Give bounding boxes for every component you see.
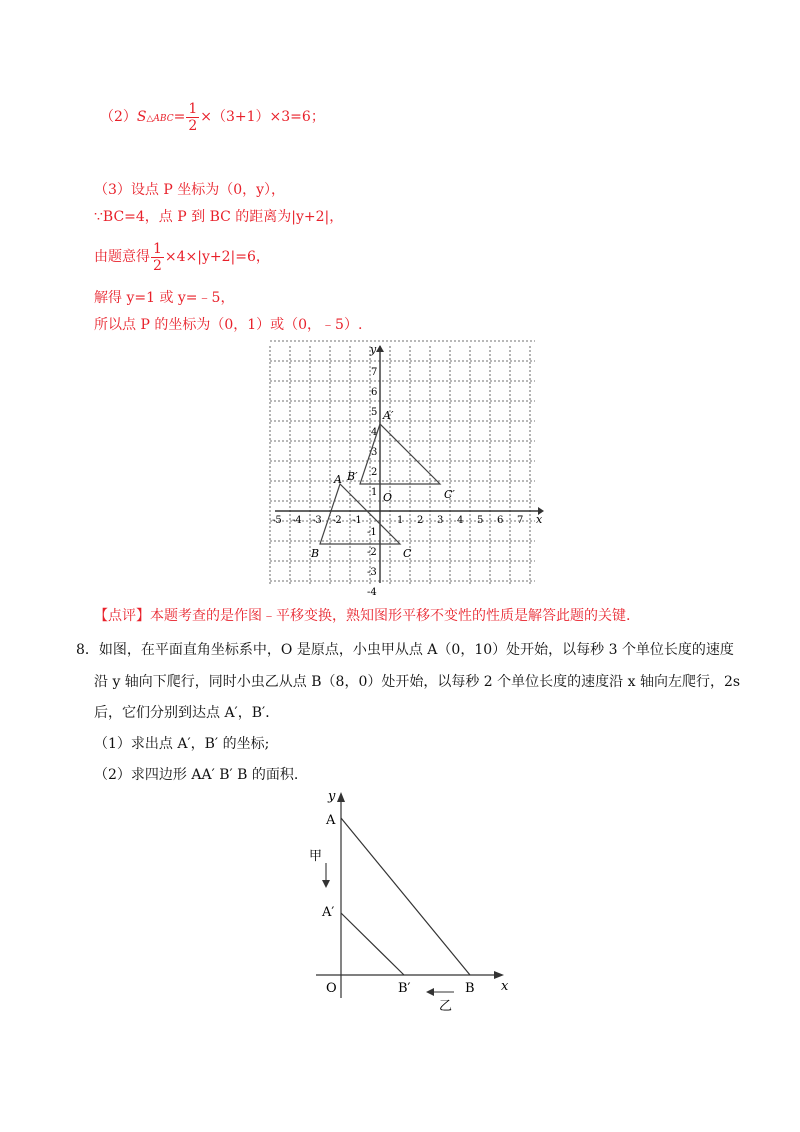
y-tick-label: -3 — [367, 567, 377, 578]
problem8-question1: （1）求出点 A′，B′ 的坐标; — [94, 736, 270, 752]
y-tick-label: -1 — [367, 527, 377, 538]
area-symbol: S — [136, 109, 147, 125]
part2-rest: ×（3+1）×3=6； — [200, 109, 325, 125]
label-x: x — [501, 979, 509, 994]
label-c-prime: C′ — [444, 488, 455, 501]
solution-part3-line4: 解得 y=1 或 y=﹣5， — [94, 290, 235, 306]
y-tick-label: 5 — [371, 407, 378, 418]
area-subscript: △ABC — [146, 114, 174, 124]
solution-part3-line1: （3）设点 P 坐标为（0，y）， — [94, 182, 286, 198]
label-b-prime: B′ — [347, 470, 358, 483]
solution-part2 — [100, 100, 325, 136]
fraction-half — [186, 101, 199, 134]
fraction-denominator: 2 — [153, 257, 162, 274]
left-arrow-head — [426, 988, 434, 996]
x-tick-label: 3 — [437, 515, 444, 526]
x-tick-label: -1 — [352, 515, 362, 526]
fraction-numerator: 1 — [188, 100, 198, 117]
solution-part3-line3 — [94, 240, 270, 274]
problem8-line3: 后，它们分别到达点 A′，B′． — [94, 705, 280, 721]
solution-part3-line5: 所以点 P 的坐标为（0，1）或（0，﹣5）. — [94, 317, 363, 333]
label-b: B — [311, 547, 320, 560]
label-a: A — [334, 473, 342, 486]
label-origin: O — [383, 491, 393, 504]
label-b: B — [465, 981, 475, 996]
y-tick-label: -4 — [367, 587, 377, 598]
comment: 【点评】本题考查的是作图﹣平移变换，熟知图形平移不变性的性质是解答此题的关键. — [94, 608, 631, 624]
problem8-number: 8． — [76, 642, 99, 658]
label-yi: 乙 — [439, 999, 453, 1014]
y-axis-arrow — [376, 345, 384, 352]
label-b-prime: B′ — [398, 981, 411, 996]
x-tick-label: -4 — [292, 515, 302, 526]
translation-grid-figure — [270, 343, 545, 598]
problem8-line2: 沿 y 轴向下爬行，同时小虫乙从点 B（8，0）处开始，以每秒 2 个单位长度的速度沿 x 轴向左爬行，2s — [94, 674, 741, 690]
fraction-denominator: 2 — [188, 117, 198, 134]
y-tick-label: -2 — [367, 547, 377, 558]
x-tick-label: -3 — [312, 515, 322, 526]
fraction-half-2 — [151, 241, 164, 274]
x-tick-label: 4 — [457, 515, 464, 526]
x-axis-arrow — [494, 971, 504, 979]
problem8-line1 — [76, 640, 734, 660]
label-a-prime: A′ — [383, 409, 394, 422]
problem8-question2: （2）求四边形 AA′ B′ B 的面积. — [94, 767, 299, 783]
y-tick-label: 7 — [371, 367, 378, 378]
fraction-numerator: 1 — [153, 240, 162, 257]
y-tick-label: 4 — [371, 427, 378, 438]
down-arrow-head — [322, 880, 330, 888]
label-y: y — [328, 789, 336, 804]
label-c: C — [403, 547, 412, 560]
x-tick-label: -2 — [332, 515, 342, 526]
y-tick-label: 6 — [371, 387, 378, 398]
y-tick-label: 2 — [371, 467, 378, 478]
label-y-axis: y — [370, 343, 377, 356]
x-tick-label: 2 — [417, 515, 424, 526]
y-tick-label: 3 — [371, 447, 378, 458]
line3-pre: 由题意得 — [94, 249, 150, 265]
segment-a1b1 — [341, 913, 404, 975]
y-tick-label: 1 — [371, 487, 378, 498]
part2-prefix: （2） — [100, 109, 137, 125]
segment-ab — [341, 818, 470, 975]
insect-figure — [300, 788, 530, 1023]
y-axis-arrow — [337, 792, 345, 802]
solution-part3-line2: ∵BC=4，点 P 到 BC 的距离为|y+2|， — [94, 209, 344, 225]
x-tick-label: 6 — [497, 515, 504, 526]
label-x-axis: x — [536, 513, 543, 526]
label-a-prime: A′ — [322, 905, 335, 920]
x-tick-label: 7 — [517, 515, 524, 526]
x-tick-label: 5 — [477, 515, 484, 526]
line3-post: ×4×|y+2|=6， — [164, 249, 270, 265]
x-tick-label: 1 — [397, 515, 404, 526]
label-a: A — [326, 813, 336, 828]
x-tick-label: -5 — [272, 515, 282, 526]
label-o: O — [326, 981, 337, 996]
problem8-text1: 如图，在平面直角坐标系中，O 是原点，小虫甲从点 A（0，10）处开始，以每秒 3 个单位长度的速度 — [98, 642, 734, 658]
equals: = — [173, 109, 186, 125]
label-jia: 甲 — [309, 849, 323, 864]
